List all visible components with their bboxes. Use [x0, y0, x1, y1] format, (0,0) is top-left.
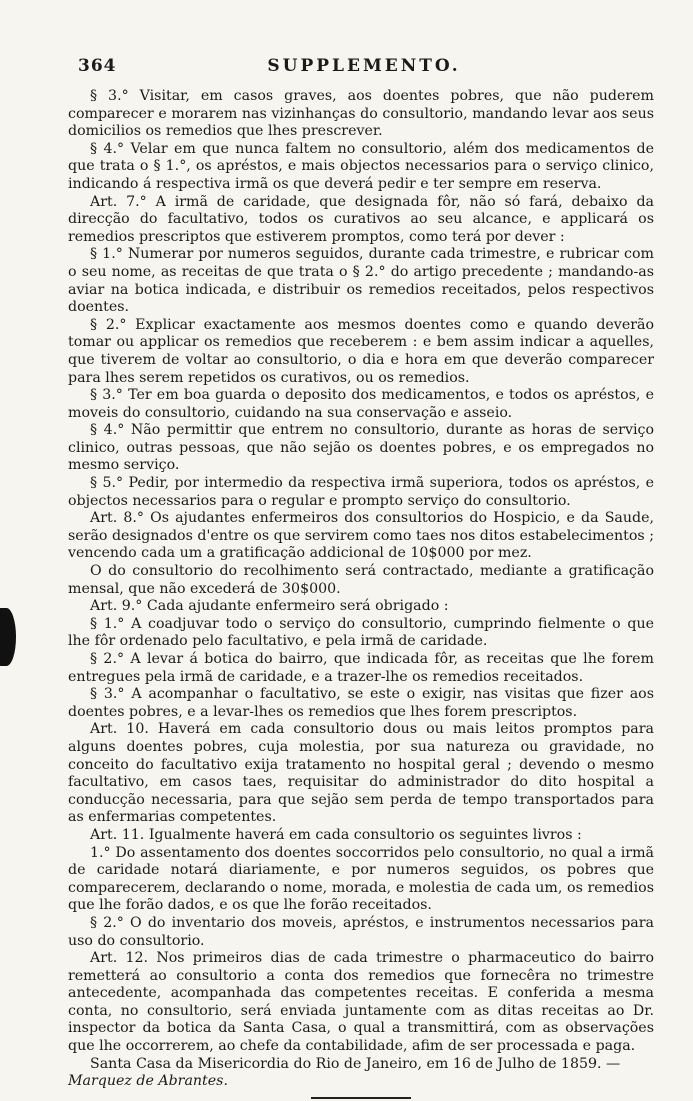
paragraph: 1.° Do assentamento dos doentes soccorridos pelo consultorio, no qual a irmã de caridade notará diariamente, e por numeros seguidos, os pobres que comparecerem, declarando o nome, morada, e molestia de cada um, os remedios que lhe forão dados, e os que lhe forão receitados. [68, 844, 654, 914]
paragraph: § 2.° Explicar exactamente aos mesmos doentes como e quando deverão tomar ou applicar os remedios que receberem : e bem assim indicar a aquelles, que tiverem de voltar ao consultorio, o dia e hora em que deverão comparecer para lhes serem repetidos os curativos, ou os remedios. [68, 316, 654, 386]
paragraph: § 4.° Velar em que nunca faltem no consultorio, além dos medicamentos de que trata o § 1.°, os apréstos, e mais objectos necessarios para o serviço clinico, indicando á respectiva irmã os que deverá pedir e ter sempre em reserva. [68, 140, 654, 192]
paragraph: § 3.° Ter em boa guarda o deposito dos medicamentos, e todos os apréstos, e moveis do consultorio, cuidando na sua conservação e asseio. [68, 387, 654, 421]
paragraph: Art. 12. Nos primeiros dias de cada trimestre o pharmaceutico do bairro remetterá ao consultorio a conta dos remedios que fornecêra no trimestre antecedente, acompanhada das competentes receitas. E conferida a mesma conta, no consultorio, será enviada juntamente com as ditas receitas ao Dr. inspector da botica da Santa Casa, o qual a transmittirá, com as observações que lhe occorrerem, ao chefe da contabilidade, afim de ser processada e paga. [68, 950, 654, 1055]
paragraph: § 1.° Numerar por numeros seguidos, durante cada trimestre, e rubricar com o seu nome, as receitas de que trata o § 2.° do artigo precedente ; mandando-as aviar na botica indicada, e distribuir os remedios receitados, pelos respectivos doentes. [68, 246, 654, 316]
paragraph: § 2.° O do inventario dos moveis, apréstos, e instrumentos necessarios para uso do consultorio. [68, 914, 654, 949]
paragraph: § 4.° Não permittir que entrem no consultorio, durante as horas de serviço clinico, outras pessoas, que não sejão os doentes pobres, e os empregados no mesmo serviço. [68, 422, 654, 474]
paragraph: § 2.° A levar á botica do bairro, que indicada fôr, as receitas que lhe forem entregues pela irmã de caridade, e a trazer-lhe os remedios receitados. [68, 651, 654, 685]
end-rule [311, 1097, 411, 1099]
page-header [78, 56, 650, 80]
paragraph: O do consultorio do recolhimento será contractado, mediante a gratificação mensal, que não excederá de 30$000. [68, 563, 654, 597]
page-number: 364 [78, 56, 117, 76]
paragraph: Art. 9.° Cada ajudante enfermeiro será obrigado : [90, 598, 449, 615]
paragraph: § 3.° A acompanhar o facultativo, se este o exigir, nas visitas que fizer aos doentes pobres, e a levar-lhes os remedios que lhes forem prescriptos. [68, 686, 654, 720]
paragraph: Art. 11. Igualmente haverá em cada consultorio os seguintes livros : [90, 826, 582, 843]
document-body [68, 88, 654, 1099]
closing-line: Santa Casa da Misericordia do Rio de Janeiro, em 16 de Julho de 1859. — [90, 1055, 621, 1072]
paragraph: Art. 7.° A irmã de caridade, que designada fôr, não só fará, debaixo da direcção do facultativo, todos os curativos ao seu alcance, e applicará os remedios prescriptos que estiverem promptos, como terá por dever : [68, 193, 654, 245]
paragraph: § 3.° Visitar, em casos graves, aos doentes pobres, que não puderem comparecer e morarem nas vizinhanças do consultorio, mandando levar aos seus domicilios os remedios que lhes prescrever. [68, 88, 654, 140]
running-head: SUPPLEMENTO. [267, 56, 461, 76]
signature: Marquez de Abrantes. [68, 1073, 228, 1090]
paragraph: § 1.° A coadjuvar todo o serviço do consultorio, cumprindo fielmente o que lhe fôr ordenado pelo facultativo, e pela irmã de caridade. [68, 615, 654, 650]
ink-blot [0, 608, 16, 666]
paragraph: Art. 8.° Os ajudantes enfermeiros dos consultorios do Hospicio, e da Saude, serão designados d'entre os que servirem como taes nos ditos estabelecimentos ; vencendo cada um a gratificação addicional de 10$000 por mez. [68, 510, 654, 562]
paragraph: Art. 10. Haverá em cada consultorio dous ou mais leitos promptos para alguns doentes pobres, cuja molestia, por sua natureza ou gravidade, no conceito do facultativo exija tratamento no hospital geral ; devendo o mesmo facultativo, em casos taes, requisitar do administrador do dito hospital a conducção necessaria, para que sejão sem perda de tempo transportados para as enfermarias competentes. [68, 721, 654, 826]
paragraph: § 5.° Pedir, por intermedio da respectiva irmã superiora, todos os apréstos, e objectos necessarios para o regular e prompto serviço do consultorio. [68, 475, 654, 509]
